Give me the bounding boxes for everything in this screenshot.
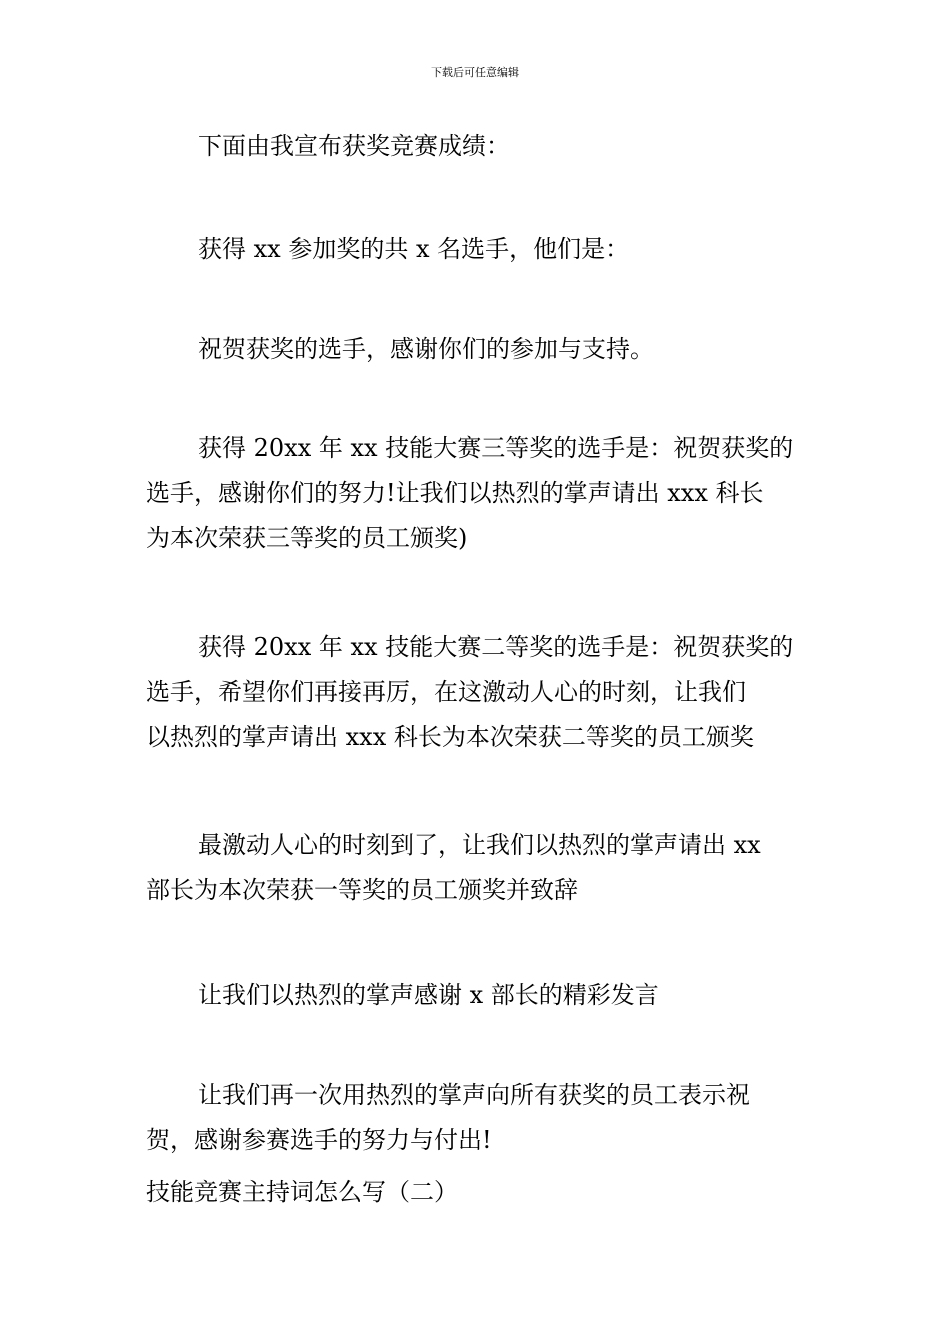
paragraph-line: 获得 20xx 年 xx 技能大赛三等奖的选手是：祝贺获奖的 (198, 434, 794, 462)
paragraph-line: 让我们以热烈的掌声感谢 x 部长的精彩发言 (198, 981, 659, 1009)
paragraph-announce (146, 124, 810, 169)
section-heading (146, 1170, 810, 1215)
paragraph-line: 部长为本次荣获一等奖的员工颁奖并致辞 (146, 876, 578, 904)
paragraph-line: 最激动人心的时刻到了，让我们以热烈的掌声请出 xx (198, 831, 761, 859)
paragraph-line: 祝贺获奖的选手，感谢你们的参加与支持。 (198, 335, 654, 363)
paragraph-line: 选手，感谢你们的努力!让我们以热烈的掌声请出 xxx 科长 (146, 479, 764, 507)
page-header-note: 下载后可任意编辑 (431, 66, 519, 79)
paragraph-line: 下面由我宣布获奖竞赛成绩： (198, 132, 510, 160)
paragraph-closing (146, 1073, 810, 1163)
paragraph-line: 让我们再一次用热烈的掌声向所有获奖的员工表示祝 (198, 1081, 750, 1109)
paragraph-first-prize (146, 823, 810, 913)
paragraph-line: 贺，感谢参赛选手的努力与付出! (146, 1126, 492, 1154)
paragraph-congratulations (146, 327, 810, 372)
paragraph-line: 获得 xx 参加奖的共 x 名选手，他们是： (198, 235, 630, 263)
paragraph-line: 选手，希望你们再接再厉，在这激动人心的时刻，让我们 (146, 678, 746, 706)
paragraph-third-prize (146, 426, 810, 561)
paragraph-second-prize (146, 625, 810, 760)
paragraph-thanks-speech (146, 973, 810, 1018)
section-heading-text: 技能竞赛主持词怎么写（二） (146, 1178, 458, 1206)
paragraph-line: 获得 20xx 年 xx 技能大赛二等奖的选手是：祝贺获奖的 (198, 633, 794, 661)
paragraph-line: 为本次荣获三等奖的员工颁奖) (146, 524, 468, 552)
paragraph-line: 以热烈的掌声请出 xxx 科长为本次荣获二等奖的员工颁奖 (146, 723, 754, 751)
paragraph-participation-award (146, 227, 810, 272)
